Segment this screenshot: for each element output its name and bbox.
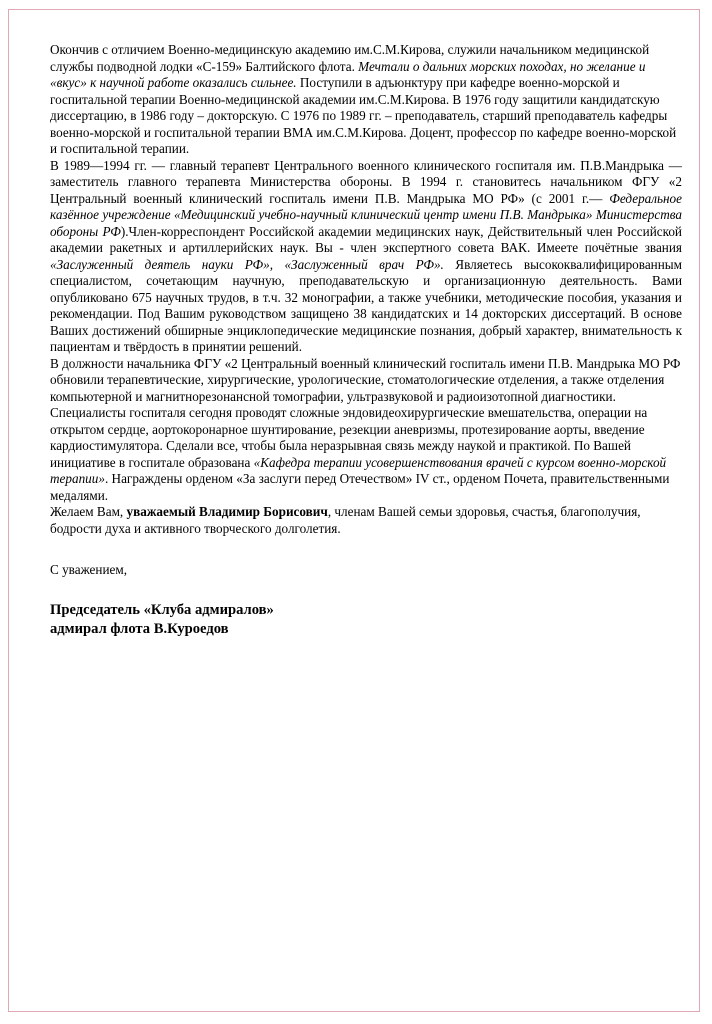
paragraph-hospital — [50, 356, 682, 505]
paragraph-hospital-text-cont: . Награждены орденом «За заслуги перед Отечеством» IV ст., орденом Почета, правительственными медалями. — [50, 471, 670, 503]
signature-block — [50, 601, 682, 639]
paragraph-wishes-text-cont: , членам Вашей семьи здоровья, счастья, благополучия, бодрости духа и активного творческого долголетия. — [50, 504, 641, 536]
paragraph-education-italic: Мечтали о дальних морских походах, но желание и «вкус» к научной работе оказались сильнее. — [50, 58, 646, 90]
paragraph-hospital-text: В должности начальника ФГУ «2 Центральный военный клинический госпиталь имени П.В. Мандрыка МО РФ обновили терапевтические, хирургические, урологические, стоматологические отделения, а также отделения компьютерной и магнитнорезонансной томографии, ультразвуковой и радиоизотопной диагностики. Специалисты госпиталя сегодня проводят сложные эндовидеохирургические вмешательства, операции на открытом сердце, аортокоронарное шунтирование, резекции аневризмы, протезирование аорты, введение кардиостимулятора. Сделали все, чтобы была неразрывная связь между наукой и практикой. По Вашей инициативе в госпитале образована — [50, 355, 681, 470]
paragraph-education — [50, 42, 682, 158]
paragraph-wishes-addressee-bold: уважаемый Владимир Борисович — [126, 504, 328, 519]
paragraph-career-text: В 1989—1994 гг. — главный терапевт Центрального военного клинического госпиталя им. П.В.Мандрыка — заместитель главного терапевта Министерства обороны. В 1994 г. становитесь начальником ФГУ «2 Центральный военный клинический госпиталь имени П.В. Мандрыка МО РФ» (с 2001 г.— — [50, 157, 682, 206]
paragraph-education-text-cont: Поступили в адъюнктуру при кафедре военно-морской и госпитальной терапии Военно-медицинской академии им.С.М.Кирова. В 1976 году защитили кандидатскую диссертацию, в 1986 году – докторскую. С 1976 по 1989 гг. – преподаватель, старший преподаватель кафедры военно-морской и госпитальной терапии ВМА им.С.М.Кирова. Доцент, профессор по кафедре военно-морской и госпитальной терапии. — [50, 75, 677, 156]
paragraph-education-text: Окончив с отличием Военно-медицинскую академию им.С.М.Кирова, служили начальником медицинской службы подводной лодки «С-159» Балтийского флота. — [50, 42, 650, 74]
signature-name: адмирал флота В.Куроедов — [50, 620, 229, 637]
paragraph-wishes-text: Желаем Вам, — [50, 504, 127, 519]
letter-body — [50, 42, 682, 639]
closing-salutation: С уважением, — [50, 562, 127, 577]
paragraph-career-text-cont: ).Член-корреспондент Российской академии медицинских наук, Действительный член Российской академии ракетных и артиллерийских наук. Вы - член экспертного совета ВАК. Имеете почётные звания — [50, 223, 682, 255]
signature-title: Председатель «Клуба адмиралов» — [50, 601, 274, 618]
paragraph-hospital-italic: «Кафедра терапии усовершенствования врачей с курсом военно-морской терапии» — [50, 454, 667, 486]
paragraph-career-titles-italic: «Заслуженный деятель науки РФ», «Заслуженный врач РФ». — [50, 256, 444, 272]
paragraph-career — [50, 158, 682, 356]
paragraph-wishes — [50, 504, 682, 537]
paragraph-career-text-end: Являетесь высококвалифицированным специалистом, сочетающим научную, преподавательскую и организационную деятельность. Вами опубликовано 675 научных трудов, в т.ч. 32 монографии, а также учебники, методические пособия, указания и рекомендации. Под Вашим руководством защищено 38 кандидатских и 14 докторских диссертаций. В основе Ваших достижений обширные энциклопедические медицинские познания, добрый характер, внимательность к пациентам и твёрдость в принятии решений. — [50, 256, 682, 354]
paragraph-career-institution-italic: Федеральное казённое учреждение «Медицинский учебно-научный клинический центр имени П.В. Мандрыка» Министерства обороны РФ — [50, 190, 682, 239]
